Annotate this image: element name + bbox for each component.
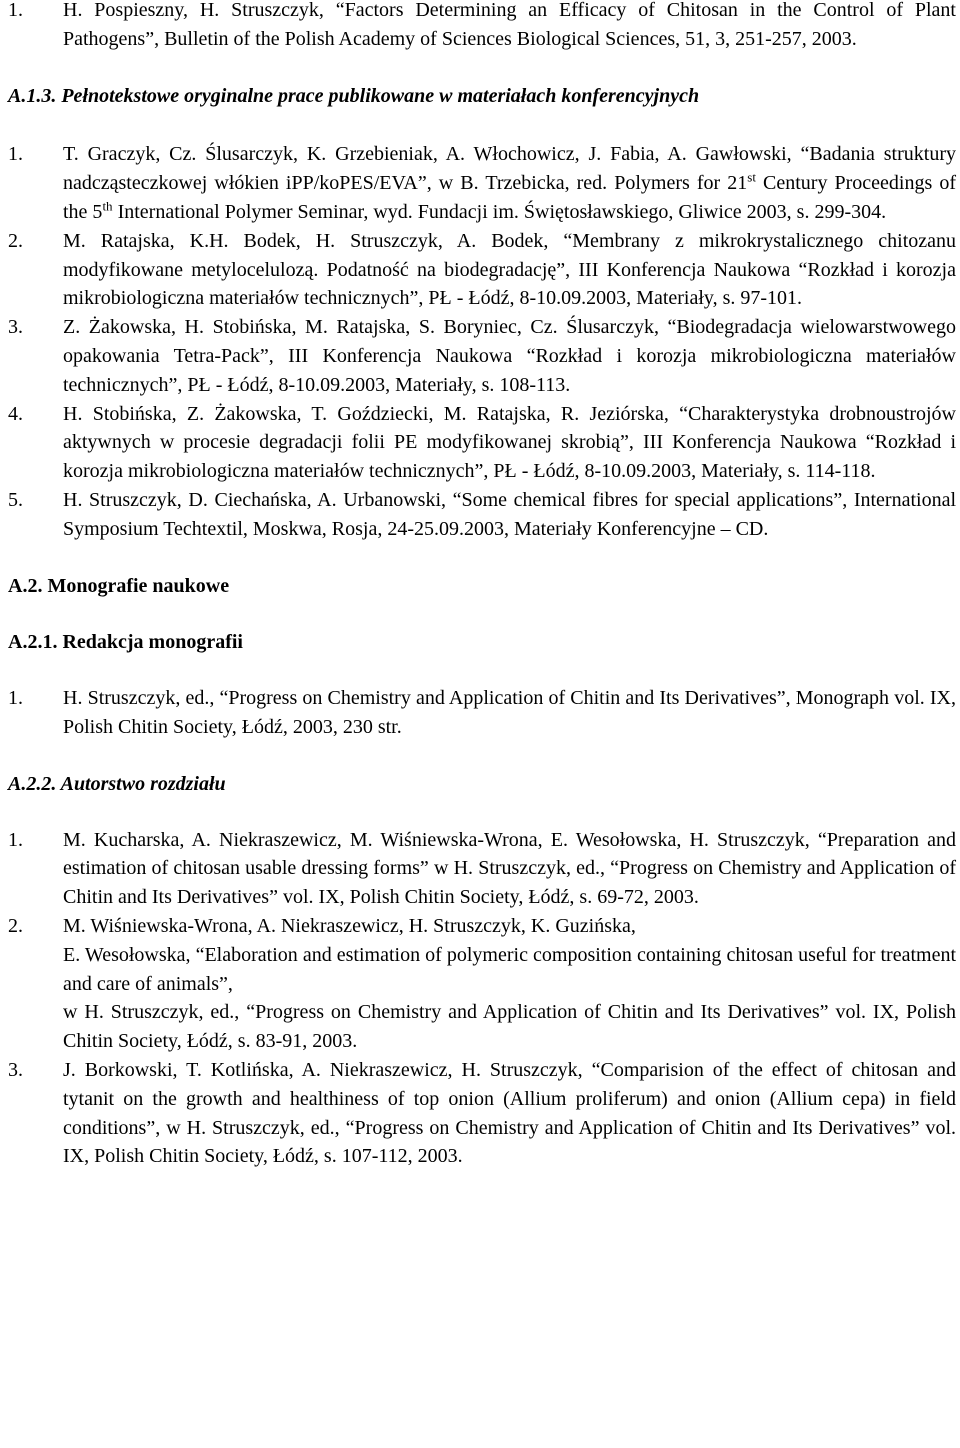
item-number: 1.: [8, 143, 23, 166]
chapter-item: [8, 1056, 956, 1171]
item-text: H. Stobińska, Z. Żakowska, T. Goździecki, M. Ratajska, R. Jeziórska, “Charakterystyka drobnoustrojów aktywnych w procesie degradacji folii PE modyfikowanej skrobią”, III Konferencja Naukowa “Rozkład i korozja mikrobiologiczna materiałów technicznych”, PŁ - Łódź, 8-10.09.2003, Materiały, s. 114-118.: [63, 402, 956, 483]
item-text: H. Pospieszny, H. Struszczyk, “Factors Determining an Efficacy of Chitosan in the Control of Plant Pathogens”, Bulletin of the Polish Academy of Sciences Biological Sciences, 51, 3, 251-257, 2003.: [63, 0, 956, 50]
conference-item: [8, 486, 956, 544]
chapter-item: [8, 826, 956, 912]
item-number: 3.: [8, 1058, 23, 1081]
item-text: J. Borkowski, T. Kotlińska, A. Niekraszewicz, H. Struszczyk, “Comparision of the effect of chitosan and tytanit on the growth and healthiness of top onion (Allium proliferum) and onion (Allium cepa) in field conditions”, w H. Struszczyk, ed., “Progress on Chemistry and Application of Chitin and Its Derivatives” vol. IX, Polish Chitin Society, Łódź, s. 107-112, 2003.: [63, 1058, 956, 1168]
item-number: 1.: [8, 828, 23, 851]
item-number: 1.: [8, 0, 23, 21]
item-number: 5.: [8, 488, 23, 511]
section-heading-a22: A.2.2. Autorstwo rozdziału: [8, 772, 226, 795]
item-number: 2.: [8, 914, 23, 937]
section-heading-a2: A.2. Monografie naukowe: [8, 574, 230, 597]
section-heading-a13: [8, 82, 956, 111]
item-text: H. Struszczyk, D. Ciechańska, A. Urbanowski, “Some chemical fibres for special applications”, International Symposium Techtextil, Moskwa, Rosja, 24-25.09.2003, Materiały Konferencyjne – CD.: [63, 488, 956, 540]
document-page: [8, 0, 956, 1171]
item-text: M. Kucharska, A. Niekraszewicz, M. Wiśniewska-Wrona, E. Wesołowska, H. Struszczyk, “Preparation and estimation of chitosan usable dressing forms” w H. Struszczyk, ed., “Progress on Chemistry and Application of Chitin and Its Derivatives” vol. IX, Polish Chitin Society, Łódź, s. 69-72, 2003.: [63, 828, 956, 909]
item-text-line: M. Wiśniewska-Wrona, A. Niekraszewicz, H. Struszczyk, K. Guzińska,: [63, 914, 636, 937]
section-title: Pełnotekstowe oryginalne prace publikowane w materiałach konferencyjnych: [61, 84, 700, 107]
item-number: 3.: [8, 316, 23, 339]
item-text: T. Graczyk, Cz. Ślusarczyk, K. Grzebieniak, A. Włochowicz, J. Fabia, A. Gawłowski, “Badania struktury nadcząsteczkowej włókien iPP/koPES/EVA”, w B. Trzebicka, red. Polymers for 21st Century Proceedings of the 5th International Polymer Seminar, wyd. Fundacji im. Świętosławskiego, Gliwice 2003, s. 299-304.: [63, 143, 956, 223]
section-number: A.1.3.: [8, 84, 57, 107]
item-text-line: E. Wesołowska, “Elaboration and estimation of polymeric composition containing chitosan useful for treatment and care of animals”,: [63, 943, 956, 995]
chapter-item: [8, 912, 956, 1056]
conference-item: [8, 400, 956, 486]
section-heading-a21: A.2.1. Redakcja monografii: [8, 631, 243, 654]
publication-item: [8, 0, 956, 54]
item-number: 1.: [8, 687, 23, 710]
conference-item: [8, 227, 956, 313]
item-text: Z. Żakowska, H. Stobińska, M. Ratajska, S. Boryniec, Cz. Ślusarczyk, “Biodegradacja wielowarstwowego opakowania Tetra-Pack”, III Konferencja Naukowa “Rozkład i korozja mikrobiologiczna materiałów technicznych”, PŁ - Łódź, 8-10.09.2003, Materiały, s. 108-113.: [63, 316, 956, 396]
monograph-item: [8, 684, 956, 742]
item-text: M. Ratajska, K.H. Bodek, H. Struszczyk, A. Bodek, “Membrany z mikrokrystalicznego chitozanu modyfikowane metylocelulozą. Podatność na biodegradację”, III Konferencja Naukowa “Rozkład i korozja mikrobiologiczna materiałów technicznych”, PŁ - Łódź, 8-10.09.2003, Materiały, s. 97-101.: [63, 229, 956, 310]
conference-item: [8, 313, 956, 399]
item-text-line: w H. Struszczyk, ed., “Progress on Chemistry and Application of Chitin and Its Derivatives” vol. IX, Polish Chitin Society, Łódź, s. 83-91, 2003.: [63, 1001, 956, 1053]
conference-item: [8, 140, 956, 226]
item-text: H. Struszczyk, ed., “Progress on Chemistry and Application of Chitin and Its Derivatives”, Monograph vol. IX, Polish Chitin Society, Łódź, 2003, 230 str.: [63, 687, 956, 738]
item-number: 4.: [8, 402, 23, 425]
item-number: 2.: [8, 229, 23, 252]
